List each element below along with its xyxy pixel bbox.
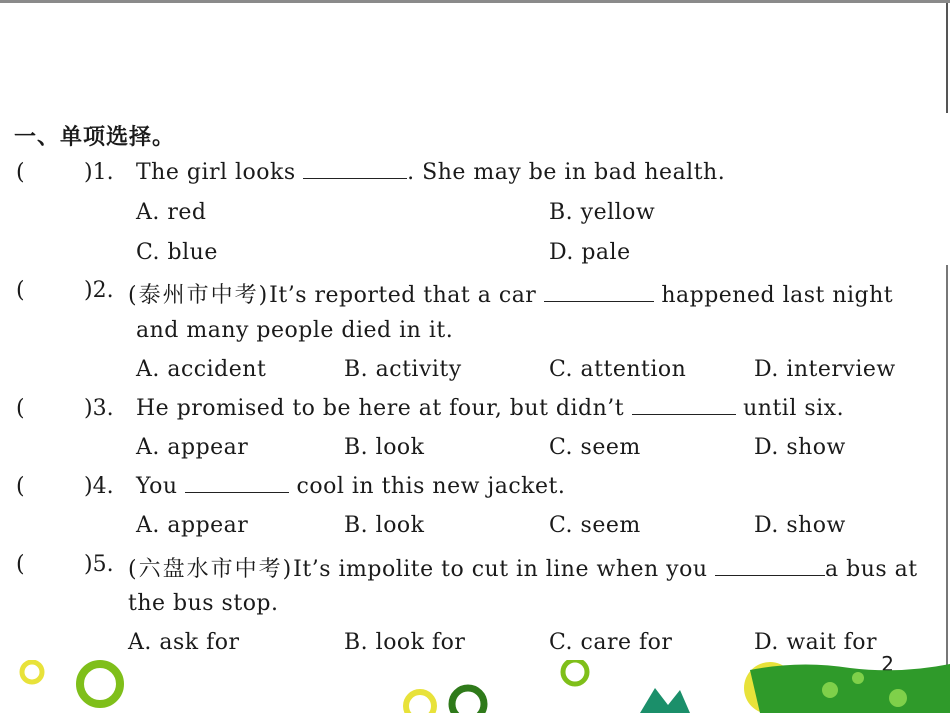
question-stem: (泰州市中考)It’s reported that a car happened last night: [128, 283, 894, 308]
question-stem-line2: the bus stop.: [128, 591, 279, 616]
option-b[interactable]: B. look: [344, 435, 425, 460]
question-stem: He promised to be here at four, but didn’t until six.: [136, 396, 845, 421]
option-d[interactable]: D. wait for: [754, 630, 878, 655]
question-stem: The girl looks . She may be in bad health.: [136, 160, 726, 185]
answer-paren[interactable]: (: [16, 552, 25, 577]
option-d[interactable]: D. show: [754, 513, 846, 538]
question-stem: You cool in this new jacket.: [136, 474, 566, 499]
option-c[interactable]: C. care for: [549, 630, 673, 655]
top-border: [0, 0, 950, 3]
dot-decoration: [852, 672, 864, 684]
option-a[interactable]: A. red: [136, 200, 207, 225]
answer-paren[interactable]: (: [16, 278, 25, 303]
question-stem-line2: and many people died in it.: [136, 318, 454, 343]
option-c[interactable]: C. seem: [549, 513, 641, 538]
right-border: [946, 3, 948, 113]
option-d[interactable]: D. pale: [549, 240, 631, 265]
option-b[interactable]: B. look for: [344, 630, 466, 655]
answer-blank: [715, 557, 825, 576]
option-c[interactable]: C. blue: [136, 240, 218, 265]
decorative-footer: [0, 660, 950, 713]
option-b[interactable]: B. activity: [344, 357, 462, 382]
answer-blank: [632, 396, 736, 415]
option-d[interactable]: D. show: [754, 435, 846, 460]
ring-decoration: [406, 692, 434, 713]
answer-paren[interactable]: (: [16, 474, 25, 499]
answer-blank: [544, 283, 654, 302]
question-number: )4.: [84, 474, 114, 499]
option-a[interactable]: A. accident: [136, 357, 267, 382]
answer-blank: [303, 160, 407, 179]
answer-blank: [185, 474, 289, 493]
question-source: (泰州市中考): [128, 283, 270, 308]
question-number: )5.: [84, 552, 114, 577]
option-b[interactable]: B. yellow: [549, 200, 656, 225]
dot-decoration: [822, 682, 838, 698]
blob-decoration: [750, 664, 950, 713]
answer-paren[interactable]: (: [16, 396, 25, 421]
option-a[interactable]: A. ask for: [128, 630, 240, 655]
answer-paren[interactable]: (: [16, 160, 25, 185]
option-c[interactable]: C. seem: [549, 435, 641, 460]
question-number: )3.: [84, 396, 114, 421]
leaf-decoration: [640, 688, 690, 713]
question-number: )2.: [84, 278, 114, 303]
question-stem: (六盘水市中考)It’s impolite to cut in line when you a bus at: [128, 557, 918, 582]
right-border-lower: [946, 265, 948, 665]
dot-decoration: [889, 689, 907, 707]
ring-decoration: [22, 662, 42, 682]
option-a[interactable]: A. appear: [136, 435, 249, 460]
page-number: 2: [881, 652, 894, 676]
option-c[interactable]: C. attention: [549, 357, 687, 382]
option-d[interactable]: D. interview: [754, 357, 896, 382]
question-number: )1.: [84, 160, 114, 185]
ring-decoration: [452, 688, 484, 713]
section-title: 一、单项选择。: [14, 125, 176, 150]
ring-decoration: [80, 664, 120, 704]
option-b[interactable]: B. look: [344, 513, 425, 538]
ring-decoration: [563, 660, 587, 684]
option-a[interactable]: A. appear: [136, 513, 249, 538]
question-source: (六盘水市中考): [128, 557, 294, 582]
